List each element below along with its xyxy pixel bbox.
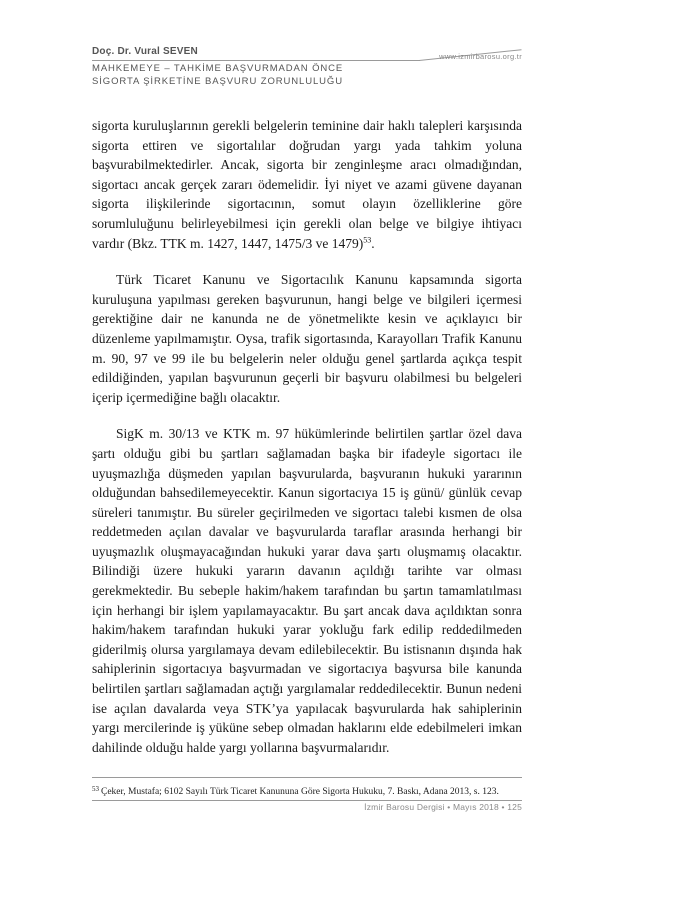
website-link[interactable]: www.izmirbarosu.org.tr	[439, 52, 522, 61]
article-title	[92, 62, 343, 88]
paragraph-1-text: sigorta kuruluşlarının gerekli belgelerin teminine dair haklı talepleri karşısında sigorta ettiren ve sigortalılar doğrudan yargı yada tahkim yoluna başvurabilmektedirler. Ancak, sigorta bir zenginleşme aracı olmadığından, sigortacı ancak gerçek zararı ödemelidir. İyi niyet ve azami güvene dayanan sigorta ilişkilerinde sigortacının, somut olayın özelliklerine göre sorumluluğunu belirleyebilmesi için gerekli olan belge ve bilgiye ihtiyacı vardır (Bkz. TTK m. 1427, 1447, 1475/3 ve 1479)	[92, 118, 522, 251]
article-title-line-2: SİGORTA ŞİRKETİNE BAŞVURU ZORUNLULUĞU	[92, 76, 343, 87]
author-name: Doç. Dr. Vural SEVEN	[92, 46, 198, 57]
header-divider	[92, 60, 420, 61]
page-header	[92, 46, 522, 96]
footnote-text: Çeker, Mustafa; 6102 Sayılı Türk Ticaret Kanununa Göre Sigorta Hukuku, 7. Baskı, Adana 2013, s. 123.	[101, 787, 499, 797]
footnote-number: 53	[92, 785, 99, 793]
paragraph-2: Türk Ticaret Kanunu ve Sigortacılık Kanunu kapsamında sigorta kuruluşuna yapılması gereken başvurunun, hangi belge ve bilgileri içermesi gerektiğine dair ne kanunda ne de yönetmelikte kesin ve açıklayıcı bir düzenleme yapılmamıştır. Oysa, trafik sigortasında, Karayolları Trafik Kanunu m. 90, 97 ve 99 ile bu belgelerin neler olduğu genel şartlarda açıkça tespit edildiğinden, yapılan başvurunun geçerli bir başvuru olabilmesi bu belgeleri içerip içermediğine bağlı olacaktır.	[92, 272, 522, 405]
paragraph-1-end: .	[371, 235, 375, 251]
footnote-reference[interactable]: 53	[363, 235, 372, 245]
page-footer: İzmir Barosu Dergisi • Mayıs 2018 • 125	[364, 802, 522, 812]
article-body	[92, 116, 522, 774]
article-title-line-1: MAHKEMEYE – TAHKİME BAŞVURMADAN ÖNCE	[92, 63, 344, 74]
footer-divider	[92, 800, 522, 801]
paragraph-3: SigK m. 30/13 ve KTK m. 97 hükümlerinde belirtilen şartlar özel dava şartı olduğu gibi bu şartları sağlamadan başka bir ifadeyle sigortacı ile uyuşmazlığa düşmeden yapılan başvurularda, başvuranın hukuki yararının olduğundan bahsedilemeyecektir. Kanun sigortacıya 15 iş günü/ günlük cevap süreleri tanımıştır. Bu süreler geçirilmeden ve sigortacı talebi kısmen de olsa reddetmeden açılan davalar ve başvurularda taraflar arasında herhangi bir uyuşmazlık oluşmayacağından hukuki yarar dava şartı oluşmamış olacaktır. Bilindiği üzere hukuki yararın davanın açıldığı tarihte var olması gerekmektedir. Bu sebeple hakim/hakem tarafından bu şartın tamamlatılması için herhangi bir işlem yapılamayacaktır. Bu şart ancak dava açıldıktan sonra hakim/hakem tarafından hukuki yarar yokluğu fark edilip reddedilmeden giderilmiş olursa yargılamaya devam edilebilecektir. Bu istisnanın dışında hak sahiplerinin sigortacıya başvurmadan ve sigortacıya başvursa bile kanunda belirtilen şartları sağlamadan açtığı yargılamalar reddedilecektir. Bunun nedeni ise açılan davalarda veya STK’ya yapılacak başvurularda hak sahiplerinin yargı mercilerinde iş yüküne sebep olmadan haklarını elde edebilmeleri imkan dahilinde olduğu halde yargı yollarına başvurmalarıdır.	[92, 426, 522, 755]
footnote	[92, 783, 522, 798]
footnote-divider	[92, 777, 522, 778]
paragraph-1	[92, 116, 522, 253]
